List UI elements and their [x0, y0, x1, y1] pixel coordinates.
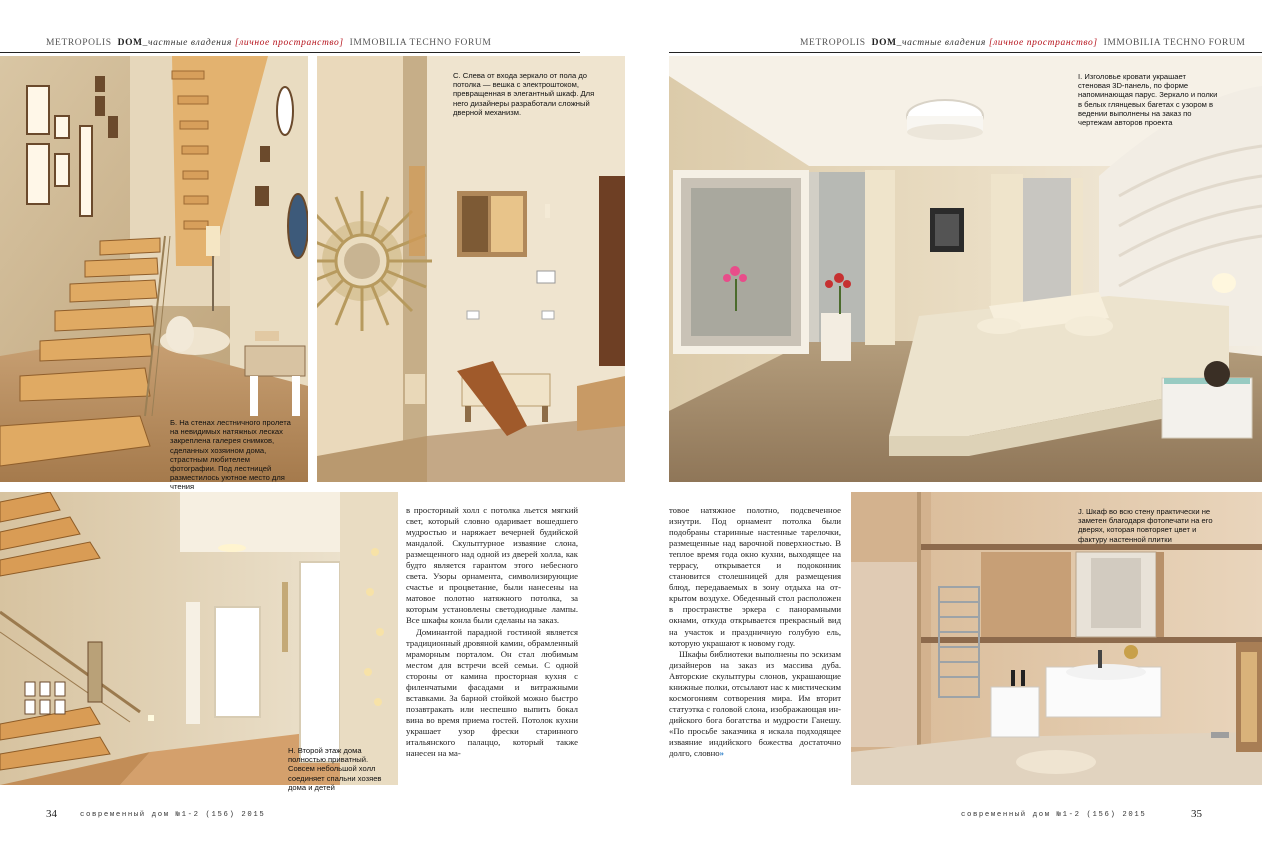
header-rule — [0, 52, 580, 53]
caption-i: I. Изголовье кровати украшает стеновая 3D-панель, по форме напоминающая парус. Зеркало и полки в белых глянцевых багетах с узором в ведении выполнены на заказ по чертежам авторов проекта — [1078, 72, 1218, 128]
body-text-left — [406, 505, 578, 759]
continue-arrow-icon: » — [719, 748, 724, 759]
footer-left: современный дом №1-2 (156) 2015 — [80, 811, 266, 819]
caption-b: Б. На стенах лестничного пролета на невидимых натяжных лесках закреплена галерея снимков, сделанных хозяином дома, страстным любителем фотографии. Под лестницей разместилось уютное место для чтения — [170, 418, 291, 492]
photo-second-floor-hall — [0, 492, 398, 785]
paragraph-left-2: Доминантой парадной гостиной является традиционный дровяной камин, обрамленный мраморным порталом. Он стал любимым местом для встречи всей семьи. С одной стороны от камина просторная кухня с филенчатыми фасадами и витражными вставками. За барной стойкой можно быстро позавтракать или неспешно выпить бокал вина во время приема гостей. Потолок кухни украшает узор фрески старинного итальянского палаццо, который также нанесен на ма- — [406, 626, 578, 759]
header-rule — [669, 52, 1262, 53]
caption-c: С. Слева от входа зеркало от пола до потолка — вешка с электроштоком, превращенная в элегантный шкаф. Для него дизайнеры разработали сложный дверной механизм. — [453, 71, 595, 117]
caption-j: J. Шкаф во всю стену практически не заметен благодаря фотопечати на его дверях, которая повторяет цвет и фактуру настенной плитки — [1078, 507, 1213, 544]
right-page — [631, 0, 1262, 851]
paragraph-right-2 — [669, 649, 841, 759]
running-head-rubric: [личное пространство] — [234, 38, 344, 48]
footer-right: современный дом №1-2 (156) 2015 — [961, 811, 1147, 819]
running-head-dom: DOM — [117, 38, 143, 48]
running-head-metropolis: METROPOLIS — [46, 38, 112, 48]
paragraph-left-1: в просторный холл с потолка льется мягкий свет, который словно одаривает вошедшего мудростью и наряжает вечерней будийской мандалой. Скульптурное изваяние слона, размещенного над одной из дверей холла, как будто является гарантом этого небесного света. Узоры орнамента, символизирующие счастье и процветание, были нанесены на матовое полотно натяжного потолка, за которым установлены светодиодные лампы. Все шкафы конла были сделаны на заказ. — [406, 505, 578, 626]
running-head-section: _частные владения — [142, 38, 232, 48]
page-number-right: 35 — [1191, 808, 1202, 820]
running-head-tail: IMMOBILIA TECHNO FORUM — [349, 38, 492, 48]
running-head-right — [800, 38, 1245, 48]
body-text-right — [669, 505, 841, 759]
running-head-tail: IMMOBILIA TECHNO FORUM — [1103, 38, 1246, 48]
paragraph-right-1: товое натяжное полотно, подсвеченное изнутри. Под орнамент потолка были подобраны старинные настенные тарелочки, размещенные над варочной поверхностью. В теплое время года окно кухни, выходящее на террасу, открывается и подоконник становится столешницей для размещения блюд, передаваемых в зону отдыха на открытом воздухе. Обеденный стол расположен в пространстве эркера с панорамными окнами, откуда открывается прекрасный вид на участок и праздничную голубую ель, которую украшают к новому году. — [669, 505, 841, 648]
running-head-section: _частные владения — [896, 38, 986, 48]
page-number-left: 34 — [46, 808, 57, 820]
running-head-dom: DOM — [871, 38, 897, 48]
running-head-metropolis: METROPOLIS — [800, 38, 866, 48]
running-head-rubric: [личное пространство] — [988, 38, 1098, 48]
paragraph-right-2-text: Шкафы библиотеки выполнены по эскизам дизайнеров на заказ из массива дуба. Авторские скульптуры слонов, украшающие книжные полки, отсылают нас к мистическим космогониям сотворения мира. Им вторит статуэтка с головой слона, изображающая индийского бога богатства и мудрости Ганешу. «По просьбе заказчика я искала подходящее изваяние индийского божества достаточно долго, словно — [669, 648, 841, 759]
running-head-left — [46, 38, 491, 48]
photo-entrance-mirror — [317, 56, 625, 482]
caption-h: Н. Второй этаж дома полностью приватный. Совсем небольшой холл соединяет спальни хозяев дома и детей — [288, 746, 382, 792]
